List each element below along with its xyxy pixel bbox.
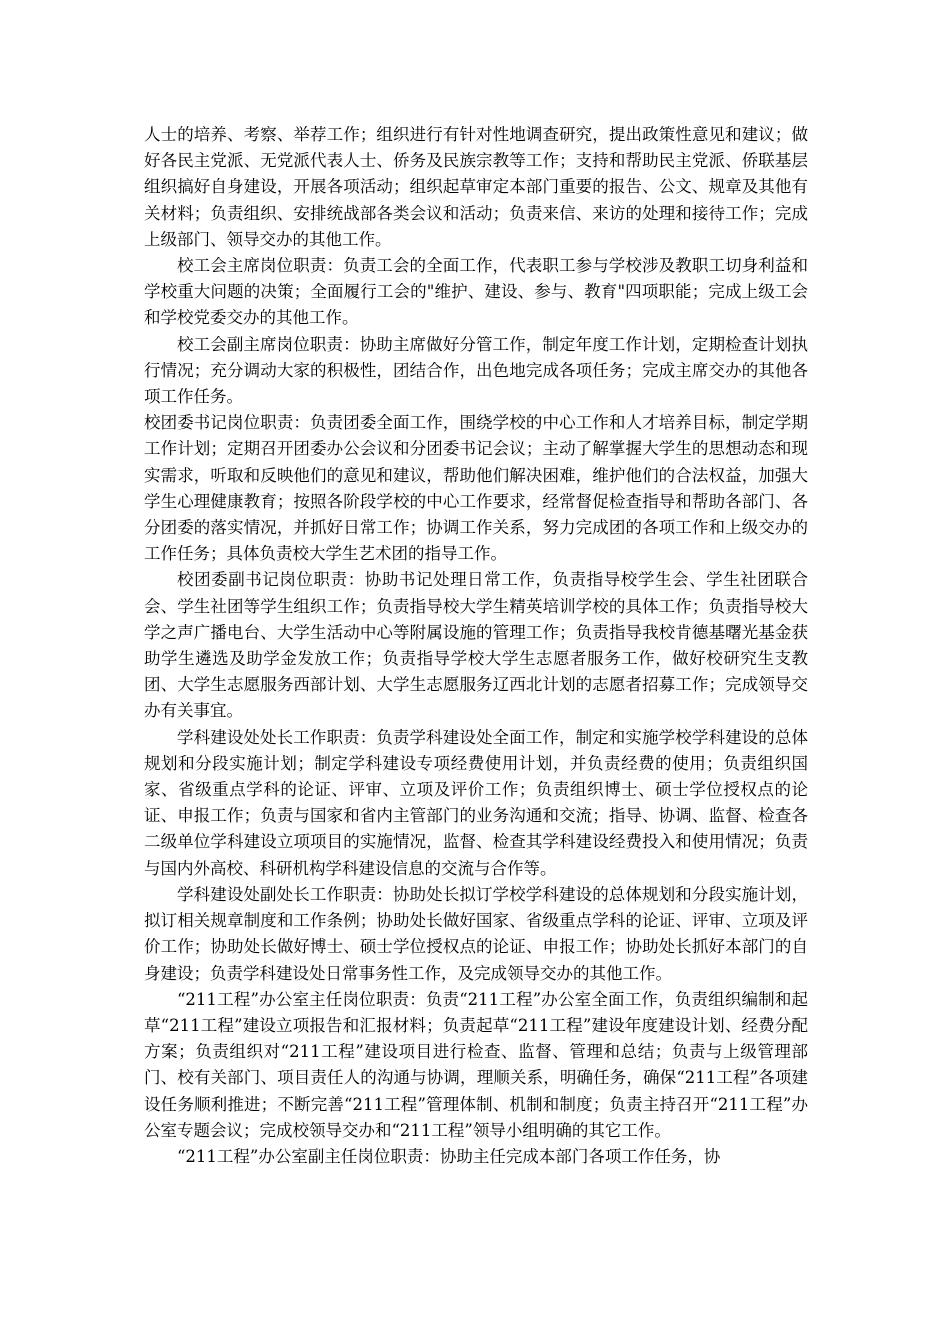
- paragraph-211-office-director: “211工程”办公室主任岗位职责：负责“211工程”办公室全面工作，负责组织编制和起草“211工程”建设立项报告和汇报材料；负责起草“211工程”建设年度建设计划、经费分配方案；负责组织对“211工程”建设项目进行检查、监督、管理和总结；负责与上级管理部门、校有关部门、项目责任人的沟通与协调，理顺关系，明确任务，确保“211工程”各项建设任务顺利推进；不断完善“211工程”管理体制、机制和制度；负责主持召开“211工程”办公室专题会议；完成校领导交办和“211工程”领导小组明确的其它工作。: [144, 989, 808, 1140]
- document-body: [144, 122, 808, 1170]
- paragraph-union-chairman: 校工会主席岗位职责：负责工会的全面工作，代表职工参与学校涉及教职工切身利益和学校重大问题的决策；全面履行工会的"维护、建设、参与、教育"四项职能；完成上级工会和学校党委交办的其他工作。: [144, 256, 808, 328]
- paragraph-discipline-director: 学科建设处处长工作职责：负责学科建设处全面工作，制定和实施学校学科建设的总体规划和分段实施计划；制定学科建设专项经费使用计划，并负责经费的使用；负责组织国家、省级重点学科的论证、评审、立项及评价工作；负责组织博士、硕士学位授权点的论证、申报工作；负责与国家和省内主管部门的业务沟通和交流；指导、协调、监督、检查各二级单位学科建设立项项目的实施情况，监督、检查其学科建设经费投入和使用情况；负责与国内外高校、科研机构学科建设信息的交流与合作等。: [144, 727, 808, 878]
- paragraph-union-vice-chairman: 校工会副主席岗位职责：协助主席做好分管工作，制定年度工作计划，定期检查计划执行情况；充分调动大家的积极性，团结合作，出色地完成各项任务；完成主席交办的其他各项工作任务。: [144, 334, 808, 407]
- paragraph-discipline-deputy-director: 学科建设处副处长工作职责：协助处长拟订学校学科建设的总体规划和分段实施计划，拟订相关规章制度和工作条例；协助处长做好国家、省级重点学科的论证、评审、立项及评价工作；协助处长做好博士、硕士学位授权点的论证、申报工作；协助处长抓好本部门的自身建设；负责学科建设处日常事务性工作，及完成领导交办的其他工作。: [144, 884, 808, 983]
- paragraph-youth-league-secretary: 校团委书记岗位职责：负责团委全面工作，围绕学校的中心工作和人才培养目标，制定学期工作计划；定期召开团委办公会议和分团委书记会议；主动了解掌握大学生的思想动态和现实需求，听取和反映他们的意见和建议，帮助他们解决困难，维护他们的合法权益，加强大学生心理健康教育；按照各阶段学校的中心工作要求，经常督促检查指导和帮助各部门、各分团委的落实情况，并抓好日常工作；协调工作关系，努力完成团的各项工作和上级交办的工作任务；具体负责校大学生艺术团的指导工作。: [144, 413, 808, 564]
- paragraph-youth-league-deputy-secretary: 校团委副书记岗位职责：协助书记处理日常工作，负责指导校学生会、学生社团联合会、学生社团等学生组织工作；负责指导校大学生精英培训学校的具体工作；负责指导校大学之声广播电台、大学生活动中心等附属设施的管理工作；负责指导我校肯德基曙光基金获助学生遴选及助学金发放工作；负责指导学校大学生志愿者服务工作，做好校研究生支教团、大学生志愿服务西部计划、大学生志愿服务辽西北计划的志愿者招募工作；完成领导交办有关事宜。: [144, 570, 808, 721]
- paragraph-united-front-duties: 人士的培养、考察、举荐工作；组织进行有针对性地调查研究，提出政策性意见和建议；做好各民主党派、无党派代表人士、侨务及民族宗教等工作；支持和帮助民主党派、侨联基层组织搞好自身建设，开展各项活动；组织起草审定本部门重要的报告、公文、规章及其他有关材料；负责组织、安排统战部各类会议和活动；负责来信、来访的处理和接待工作；完成上级部门、领导交办的其他工作。: [144, 125, 808, 249]
- paragraph-211-office-deputy-director: “211工程”办公室副主任岗位职责：协助主任完成本部门各项工作任务，协: [177, 1146, 721, 1166]
